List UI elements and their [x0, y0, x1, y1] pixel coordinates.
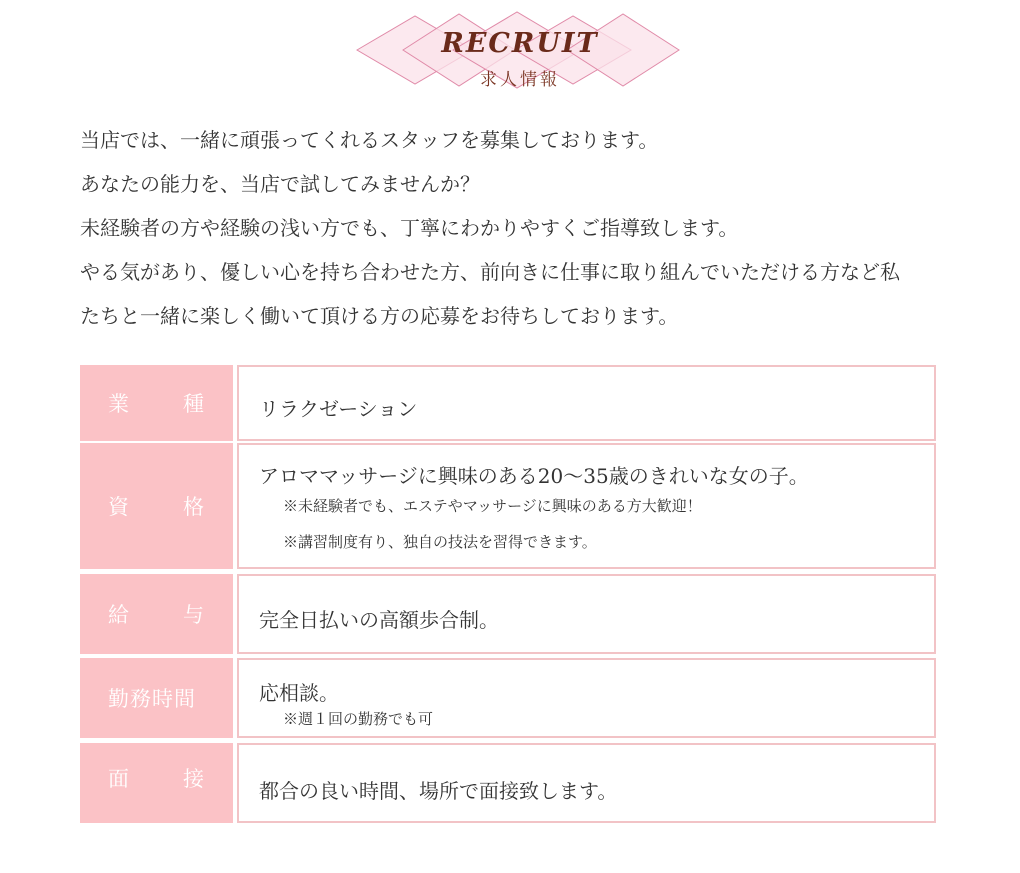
label-char: 業 [108, 392, 129, 416]
label-qualification [80, 443, 233, 569]
label-char: 接 [183, 767, 204, 791]
table-row-working-hours [80, 658, 936, 738]
working-hours-note: ※週１回の勤務でも可 [283, 710, 434, 728]
intro-line: たちと一緒に楽しく働いて頂ける方の応募をお待ちしております。 [80, 304, 679, 328]
salary-text: 完全日払いの高額歩合制。 [259, 608, 499, 632]
label-job-type [80, 365, 233, 441]
qualification-note-1: ※未経験者でも、エステやマッサージに興味のある方大歓迎！ [283, 497, 702, 515]
table-row-interview [80, 743, 936, 823]
recruit-title-ja: 求人情報 [480, 70, 560, 90]
intro-line: 当店では、一緒に頑張ってくれるスタッフを募集しております。 [80, 128, 659, 152]
label-char: 資 [108, 495, 129, 519]
label-char: 格 [183, 495, 204, 519]
label-char: 種 [183, 392, 204, 416]
intro-text [80, 118, 960, 338]
intro-line: 未経験者の方や経験の浅い方でも、丁寧にわかりやすくご指導致します。 [80, 216, 739, 240]
intro-line: あなたの能力を、当店で試してみませんか？ [80, 172, 480, 196]
qualification-text: アロママッサージに興味のある20～35歳のきれいな女の子。 [259, 464, 809, 488]
recruit-title-en: RECRUIT [441, 28, 599, 59]
working-hours-text: 応相談。 [259, 681, 339, 705]
table-row-job-type [80, 365, 936, 441]
value-interview [237, 743, 936, 823]
label-char: 与 [183, 603, 204, 627]
label-char: 給 [108, 603, 129, 627]
recruit-header [355, 10, 685, 94]
label-working-hours [80, 658, 233, 738]
label-text: 勤務時間 [108, 687, 196, 711]
qualification-note-2: ※講習制度有り、独自の技法を習得できます。 [283, 533, 597, 551]
intro-line: やる気があり、優しい心を持ち合わせた方、前向きに仕事に取り組んでいただける方など私 [80, 260, 900, 284]
table-row-qualification [80, 443, 936, 569]
value-job-type [237, 365, 936, 441]
job-type-text: リラクゼーション [259, 397, 418, 421]
interview-text: 都合の良い時間、場所で面接致します。 [259, 779, 618, 803]
value-qualification [237, 443, 936, 569]
table-row-salary [80, 574, 936, 654]
label-interview [80, 743, 233, 823]
value-working-hours [237, 658, 936, 738]
value-salary [237, 574, 936, 654]
label-char: 面 [108, 767, 129, 791]
label-salary [80, 574, 233, 654]
